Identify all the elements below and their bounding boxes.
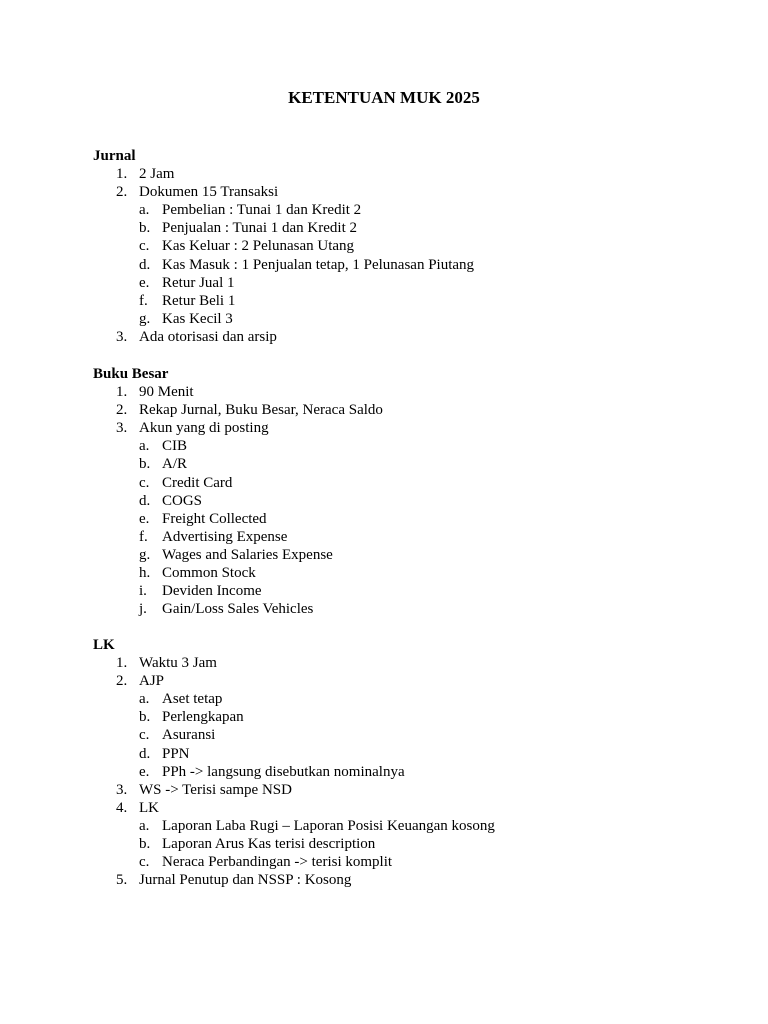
sub-list-letter: e. bbox=[139, 510, 150, 527]
list-item bbox=[93, 799, 693, 817]
sub-list-item bbox=[93, 474, 693, 492]
list-number: 3. bbox=[116, 781, 128, 798]
list-number: 2. bbox=[116, 402, 128, 419]
list-item-text: 90 Menit bbox=[139, 384, 194, 401]
list-number: 5. bbox=[116, 872, 128, 889]
list-number: 2. bbox=[116, 184, 128, 201]
sub-list-item bbox=[93, 853, 693, 871]
sub-list-letter: i. bbox=[139, 583, 147, 600]
sub-list-item-text: CIB bbox=[162, 438, 188, 455]
sub-list-item-text: PPh -> langsung disebutkan nominalnya bbox=[162, 763, 405, 780]
sub-list-item-text: Common Stock bbox=[162, 565, 256, 582]
sub-list-letter: g. bbox=[139, 310, 151, 327]
list-item bbox=[93, 781, 693, 799]
sub-list-item bbox=[93, 726, 693, 744]
sub-list-letter: e. bbox=[139, 274, 150, 291]
sub-list-item bbox=[93, 745, 693, 763]
sub-list-letter: h. bbox=[139, 565, 151, 582]
list-item bbox=[93, 871, 693, 889]
sub-list-item-text: Penjualan : Tunai 1 dan Kredit 2 bbox=[162, 220, 357, 237]
sub-list-item bbox=[93, 528, 693, 546]
sub-list-letter: g. bbox=[139, 546, 151, 563]
section-lk bbox=[93, 636, 693, 889]
list-item-text: Waktu 3 Jam bbox=[139, 655, 217, 672]
list-item bbox=[93, 183, 693, 201]
sub-list-letter: b. bbox=[139, 220, 151, 237]
sub-list-letter: d. bbox=[139, 745, 151, 762]
sub-list-letter: d. bbox=[139, 256, 151, 273]
sub-list-letter: c. bbox=[139, 238, 150, 255]
list-item-text: Jurnal Penutup dan NSSP : Kosong bbox=[139, 872, 352, 889]
sub-list-item bbox=[93, 708, 693, 726]
sub-list-letter: c. bbox=[139, 727, 150, 744]
list-item-text: Rekap Jurnal, Buku Besar, Neraca Saldo bbox=[139, 402, 383, 419]
sub-list-item-text: Kas Masuk : 1 Penjualan tetap, 1 Pelunasan Piutang bbox=[162, 256, 475, 273]
sub-list-item-text: COGS bbox=[162, 492, 203, 509]
section-heading: Jurnal bbox=[93, 148, 136, 164]
list-number: 2. bbox=[116, 673, 128, 690]
sub-list-item bbox=[93, 492, 693, 510]
section-jurnal bbox=[93, 147, 693, 346]
sub-list-letter: b. bbox=[139, 709, 151, 726]
sub-list-letter: f. bbox=[139, 292, 148, 309]
list-number: 1. bbox=[116, 655, 128, 672]
sub-list-item bbox=[93, 256, 693, 274]
list-number: 4. bbox=[116, 799, 128, 816]
sub-list-item-text: Advertising Expense bbox=[162, 528, 288, 545]
list-item-text: LK bbox=[139, 799, 159, 816]
sub-list-item-text: Kas Keluar : 2 Pelunasan Utang bbox=[162, 238, 355, 255]
list-number: 3. bbox=[116, 328, 128, 345]
section-heading: LK bbox=[93, 637, 115, 653]
sub-list-item-text: PPN bbox=[162, 745, 190, 762]
sub-list-item-text: Aset tetap bbox=[162, 691, 223, 708]
list-item bbox=[93, 165, 693, 183]
list-item bbox=[93, 419, 693, 437]
sub-list-item-text: Neraca Perbandingan -> terisi komplit bbox=[162, 854, 393, 871]
list-item bbox=[93, 328, 693, 346]
list-item bbox=[93, 654, 693, 672]
sub-list-item-text: Perlengkapan bbox=[162, 709, 244, 726]
sub-list-item bbox=[93, 582, 693, 600]
list-item-text: WS -> Terisi sampe NSD bbox=[139, 781, 292, 798]
sub-list-letter: a. bbox=[139, 438, 150, 455]
sub-list-letter: e. bbox=[139, 763, 150, 780]
sub-list-item bbox=[93, 817, 693, 835]
list-number: 1. bbox=[116, 166, 128, 183]
sub-list-letter: c. bbox=[139, 854, 150, 871]
list-item-text: Ada otorisasi dan arsip bbox=[139, 328, 277, 345]
sub-list-item-text: Deviden Income bbox=[162, 583, 262, 600]
sub-list-item-text: Gain/Loss Sales Vehicles bbox=[162, 601, 314, 618]
list-item bbox=[93, 383, 693, 401]
sub-list-item bbox=[93, 292, 693, 310]
sub-list-item bbox=[93, 510, 693, 528]
sub-list-item bbox=[93, 201, 693, 219]
sub-list-item bbox=[93, 455, 693, 473]
sub-list-letter: c. bbox=[139, 474, 150, 491]
sub-list-item-text: Pembelian : Tunai 1 dan Kredit 2 bbox=[162, 202, 362, 219]
sub-list-item bbox=[93, 835, 693, 853]
sub-list-item-text: Retur Jual 1 bbox=[162, 274, 235, 291]
list-item bbox=[93, 672, 693, 690]
sub-list-letter: a. bbox=[139, 202, 150, 219]
sub-list-item bbox=[93, 274, 693, 292]
sub-list-item-text: Laporan Laba Rugi – Laporan Posisi Keuangan kosong bbox=[162, 817, 495, 834]
sub-list-item bbox=[93, 237, 693, 255]
sub-list-item bbox=[93, 690, 693, 708]
sub-list-item bbox=[93, 219, 693, 237]
sub-list-letter: a. bbox=[139, 691, 150, 708]
page-title: KETENTUAN MUK 2025 bbox=[288, 88, 480, 107]
sub-list-item-text: Freight Collected bbox=[162, 510, 267, 527]
sub-list-item bbox=[93, 600, 693, 618]
sub-list-letter: a. bbox=[139, 817, 150, 834]
section-heading: Buku Besar bbox=[93, 366, 169, 382]
list-number: 3. bbox=[116, 420, 128, 437]
sub-list-item-text: Asuransi bbox=[162, 727, 216, 744]
sub-list-letter: b. bbox=[139, 836, 151, 853]
sub-list-letter: b. bbox=[139, 456, 151, 473]
list-item-text: AJP bbox=[139, 673, 165, 690]
sub-list-item bbox=[93, 564, 693, 582]
sub-list-item bbox=[93, 437, 693, 455]
sub-list-item-text: A/R bbox=[162, 456, 188, 473]
sub-list-letter: d. bbox=[139, 492, 151, 509]
list-number: 1. bbox=[116, 384, 128, 401]
list-item-text: 2 Jam bbox=[139, 166, 175, 183]
list-item-text: Akun yang di posting bbox=[139, 420, 269, 437]
section-buku-besar bbox=[93, 365, 693, 618]
sub-list-item bbox=[93, 763, 693, 781]
sub-list-item-text: Credit Card bbox=[162, 474, 233, 491]
sub-list-item-text: Laporan Arus Kas terisi description bbox=[162, 836, 376, 853]
sub-list-letter: f. bbox=[139, 528, 148, 545]
list-item-text: Dokumen 15 Transaksi bbox=[139, 184, 279, 201]
sub-list-item-text: Kas Kecil 3 bbox=[162, 310, 233, 327]
sub-list-letter: j. bbox=[139, 601, 147, 618]
sub-list-item bbox=[93, 310, 693, 328]
sub-list-item bbox=[93, 546, 693, 564]
list-item bbox=[93, 401, 693, 419]
sub-list-item-text: Retur Beli 1 bbox=[162, 292, 236, 309]
sub-list-item-text: Wages and Salaries Expense bbox=[162, 546, 333, 563]
